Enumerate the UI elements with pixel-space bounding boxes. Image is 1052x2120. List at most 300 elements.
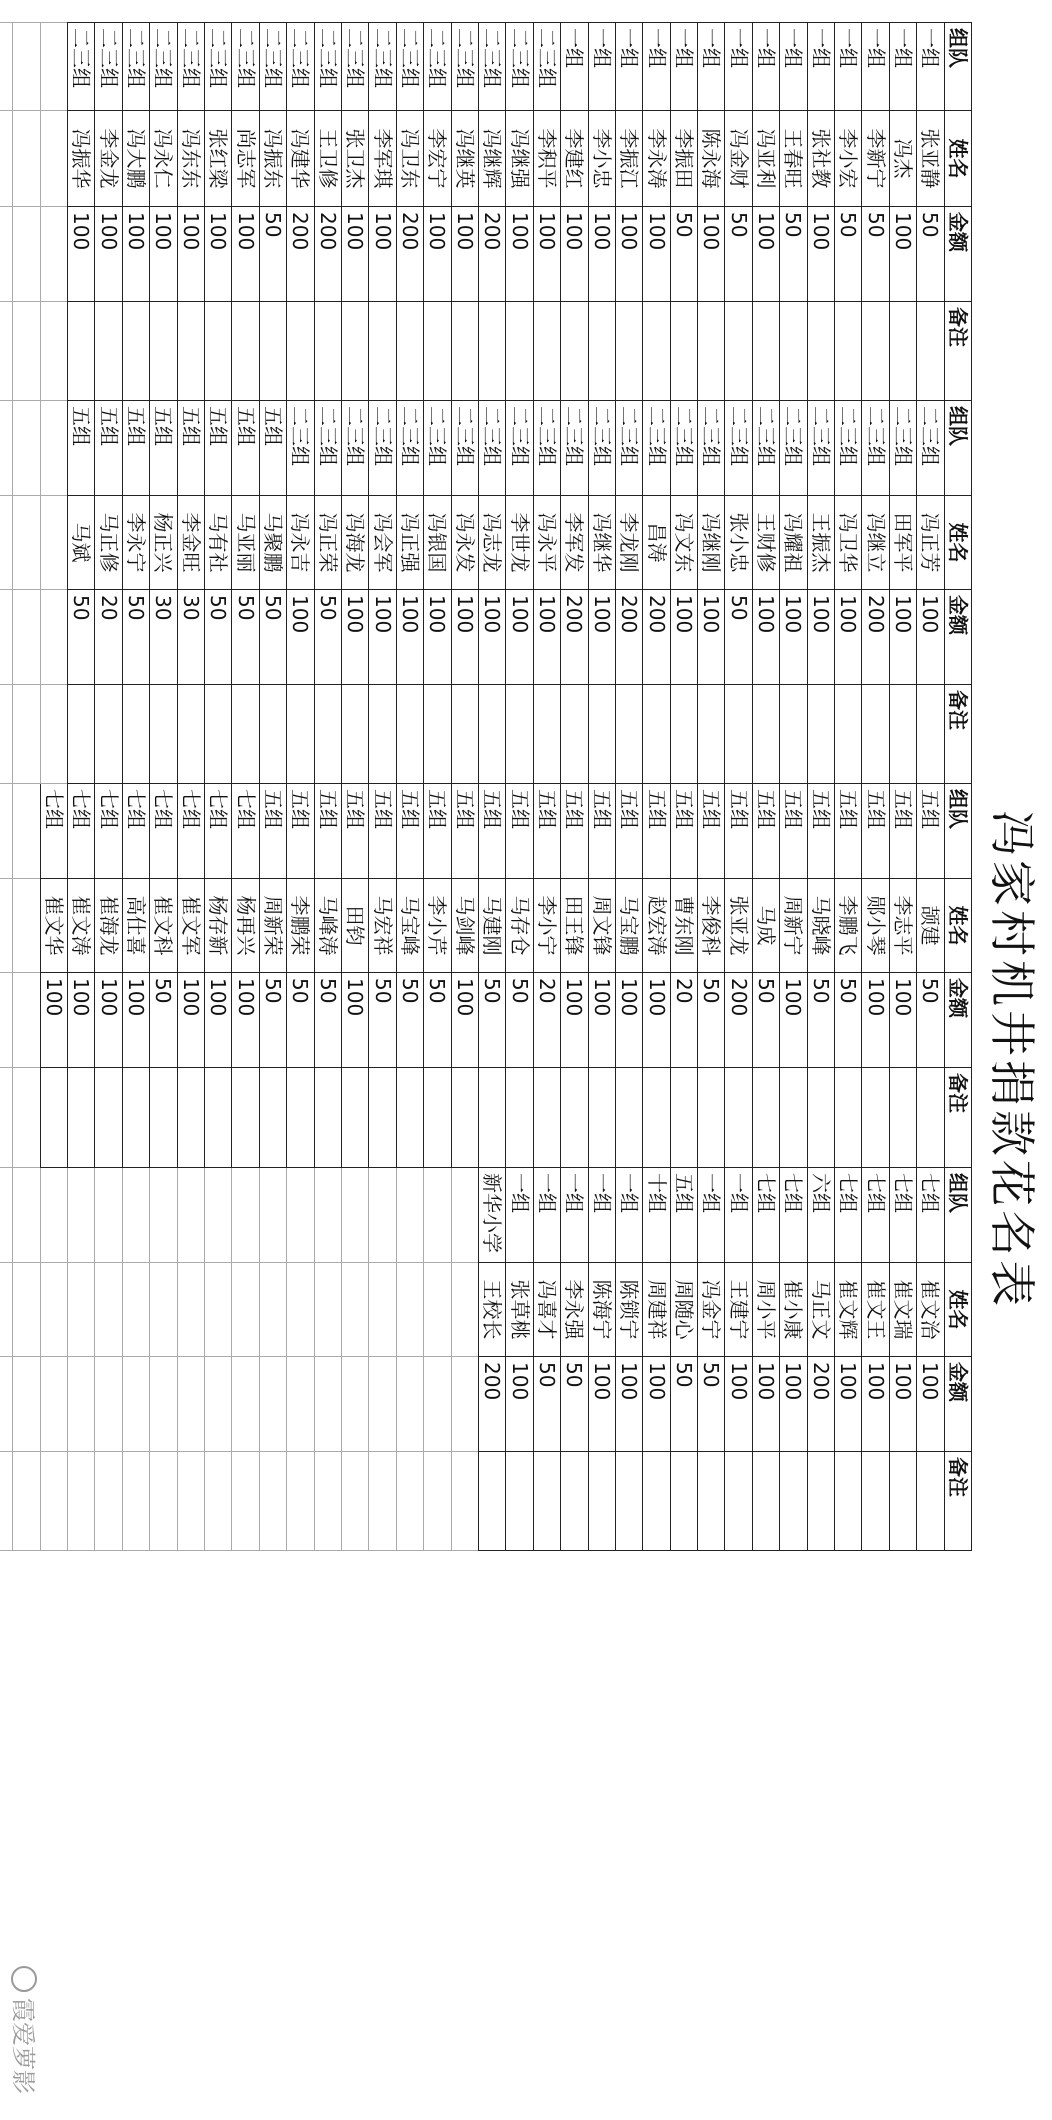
- cell-group: 五组: [177, 401, 204, 496]
- cell-note: [122, 1068, 149, 1168]
- cell-note: [670, 685, 697, 784]
- cell-note: [40, 1068, 67, 1168]
- cell-name: 马建刚: [478, 879, 505, 973]
- empty-cell: [396, 1263, 423, 1357]
- cell-name: 冯海龙: [342, 496, 369, 590]
- cell-note: [205, 302, 232, 401]
- empty-cell: [0, 973, 13, 1068]
- cell-group: 五组: [889, 784, 916, 879]
- cell-name: 冯亚利: [752, 111, 779, 207]
- cell-group: 五组: [68, 401, 95, 496]
- table-row: [862, 23, 889, 1551]
- cell-amount: 50: [725, 590, 752, 685]
- cell-group: 五组: [643, 784, 670, 879]
- cell-group: 七组: [95, 784, 122, 879]
- cell-group: 七组: [205, 784, 232, 879]
- cell-group: 五组: [862, 784, 889, 879]
- cell-name: 李振田: [670, 111, 697, 207]
- empty-cell: [424, 1263, 451, 1357]
- cell-group: 十组: [643, 1168, 670, 1263]
- empty-cell: [424, 1168, 451, 1263]
- cell-amount: 100: [698, 590, 725, 685]
- cell-note: [314, 302, 341, 401]
- cell-note: [835, 685, 862, 784]
- empty-cell: [13, 23, 40, 111]
- cell-name: 马有社: [205, 496, 232, 590]
- cell-group: 新华小学: [478, 1168, 505, 1263]
- empty-cell: [205, 1263, 232, 1357]
- empty-cell: [13, 1357, 40, 1452]
- empty-cell: [396, 1357, 423, 1452]
- empty-cell: [0, 401, 13, 496]
- cell-group: 一组: [862, 23, 889, 111]
- cell-note: [506, 685, 533, 784]
- cell-name: 崔文辉: [835, 1263, 862, 1357]
- cell-group: 二三组: [807, 401, 834, 496]
- cell-note: [314, 685, 341, 784]
- cell-name: 崔文王: [862, 1263, 889, 1357]
- empty-cell: [40, 401, 67, 496]
- cell-name: 田军平: [889, 496, 916, 590]
- cell-amount: 20: [533, 973, 560, 1068]
- cell-note: [150, 1068, 177, 1168]
- cell-group: 一组: [889, 23, 916, 111]
- cell-amount: 50: [835, 207, 862, 302]
- cell-note: [396, 685, 423, 784]
- cell-note: [396, 302, 423, 401]
- empty-cell: [13, 401, 40, 496]
- cell-amount: 200: [561, 590, 588, 685]
- cell-name: 杨再兴: [232, 879, 259, 973]
- cell-group: 五组: [506, 784, 533, 879]
- cell-note: [862, 302, 889, 401]
- table-row: [451, 23, 478, 1551]
- cell-name: 冯卫东: [396, 111, 423, 207]
- cell-amount: 200: [807, 1357, 834, 1452]
- cell-name: 马晓峰: [807, 879, 834, 973]
- cell-group: 一组: [615, 1168, 642, 1263]
- cell-name: 李金旺: [177, 496, 204, 590]
- cell-group: 五组: [561, 784, 588, 879]
- empty-cell: [40, 685, 67, 784]
- cell-note: [862, 685, 889, 784]
- empty-cell: [122, 1452, 149, 1551]
- table-row: [752, 23, 779, 1551]
- cell-name: 王校长: [478, 1263, 505, 1357]
- cell-amount: 50: [287, 973, 314, 1068]
- cell-group: 七组: [917, 1168, 944, 1263]
- cell-amount: 100: [807, 207, 834, 302]
- cell-group: 二三组: [643, 401, 670, 496]
- cell-name: 李小宁: [533, 879, 560, 973]
- cell-name: 马正修: [95, 496, 122, 590]
- cell-note: [670, 302, 697, 401]
- cell-note: [506, 1068, 533, 1168]
- cell-note: [150, 302, 177, 401]
- empty-cell: [13, 1452, 40, 1551]
- empty-cell: [424, 1357, 451, 1452]
- cell-name: 颉建: [917, 879, 944, 973]
- cell-group: 一组: [533, 1168, 560, 1263]
- cell-name: 曹东刚: [670, 879, 697, 973]
- cell-name: 李金龙: [95, 111, 122, 207]
- table-row: [533, 23, 560, 1551]
- cell-name: 马宏祥: [369, 879, 396, 973]
- cell-amount: 100: [588, 590, 615, 685]
- cell-note: [615, 1452, 642, 1551]
- cell-note: [451, 302, 478, 401]
- cell-group: 一组: [561, 23, 588, 111]
- cell-note: [643, 685, 670, 784]
- cell-note: [177, 1068, 204, 1168]
- header-amount: 金额: [944, 973, 971, 1068]
- empty-cell: [68, 1452, 95, 1551]
- cell-name: 冯继辉: [478, 111, 505, 207]
- cell-name: 马宝鹏: [615, 879, 642, 973]
- cell-note: [917, 1068, 944, 1168]
- cell-name: 崔小康: [780, 1263, 807, 1357]
- cell-note: [725, 1068, 752, 1168]
- cell-group: 七组: [752, 1168, 779, 1263]
- cell-note: [615, 1068, 642, 1168]
- cell-name: 冯继华: [588, 496, 615, 590]
- empty-cell: [13, 111, 40, 207]
- cell-note: [369, 302, 396, 401]
- cell-group: 五组: [615, 784, 642, 879]
- cell-amount: 100: [643, 1357, 670, 1452]
- cell-amount: 50: [122, 590, 149, 685]
- cell-amount: 100: [205, 973, 232, 1068]
- cell-note: [369, 1068, 396, 1168]
- cell-amount: 100: [835, 590, 862, 685]
- cell-group: 七组: [150, 784, 177, 879]
- empty-cell: [13, 784, 40, 879]
- empty-cell: [150, 1168, 177, 1263]
- cell-note: [122, 685, 149, 784]
- cell-note: [259, 685, 286, 784]
- cell-name: 李军琪: [369, 111, 396, 207]
- empty-cell: [0, 1263, 13, 1357]
- cell-amount: 50: [150, 973, 177, 1068]
- cell-group: 五组: [424, 784, 451, 879]
- table-row: [95, 23, 122, 1551]
- cell-note: [342, 1068, 369, 1168]
- cell-group: 七组: [889, 1168, 916, 1263]
- cell-note: [725, 302, 752, 401]
- cell-amount: 50: [68, 590, 95, 685]
- cell-group: 五组: [314, 784, 341, 879]
- empty-cell: [314, 1452, 341, 1551]
- cell-note: [451, 1068, 478, 1168]
- empty-cell: [0, 496, 13, 590]
- cell-amount: 100: [807, 590, 834, 685]
- table-row: [670, 23, 697, 1551]
- cell-name: 周新宁: [780, 879, 807, 973]
- cell-group: 二三组: [259, 23, 286, 111]
- cell-name: 冯继立: [862, 496, 889, 590]
- cell-amount: 50: [533, 1357, 560, 1452]
- cell-group: 二三组: [698, 401, 725, 496]
- cell-group: 二三组: [424, 401, 451, 496]
- cell-name: 冯银国: [424, 496, 451, 590]
- cell-amount: 100: [889, 973, 916, 1068]
- header-amount: 金额: [944, 207, 971, 302]
- cell-note: [342, 685, 369, 784]
- cell-amount: 100: [917, 590, 944, 685]
- cell-group: 二三组: [752, 401, 779, 496]
- cell-group: 五组: [725, 784, 752, 879]
- cell-group: 二三组: [314, 401, 341, 496]
- cell-group: 二三组: [478, 23, 505, 111]
- empty-cell: [287, 1263, 314, 1357]
- cell-note: [68, 1068, 95, 1168]
- cell-amount: 100: [615, 1357, 642, 1452]
- cell-group: 一组: [698, 23, 725, 111]
- empty-cell: [0, 1168, 13, 1263]
- cell-group: 七组: [232, 784, 259, 879]
- cell-note: [478, 302, 505, 401]
- table-row: [780, 23, 807, 1551]
- empty-cell: [287, 1357, 314, 1452]
- cell-name: 张亚静: [917, 111, 944, 207]
- cell-amount: 100: [588, 207, 615, 302]
- empty-cell: [0, 590, 13, 685]
- cell-note: [342, 302, 369, 401]
- empty-cell: [342, 1452, 369, 1551]
- cell-group: 二三组: [287, 23, 314, 111]
- cell-name: 李军发: [561, 496, 588, 590]
- empty-cell: [205, 1452, 232, 1551]
- cell-group: 二三组: [424, 23, 451, 111]
- cell-amount: 100: [561, 973, 588, 1068]
- empty-cell: [13, 973, 40, 1068]
- table-row: [122, 23, 149, 1551]
- cell-group: 五组: [287, 784, 314, 879]
- cell-group: 二三组: [588, 401, 615, 496]
- cell-group: 六组: [807, 1168, 834, 1263]
- cell-amount: 100: [478, 590, 505, 685]
- empty-cell: [232, 1357, 259, 1452]
- empty-cell: [0, 1452, 13, 1551]
- cell-name: 李志平: [889, 879, 916, 973]
- cell-group: 一组: [807, 23, 834, 111]
- cell-name: 李小宏: [835, 111, 862, 207]
- cell-name: 冯继刚: [698, 496, 725, 590]
- cell-name: 冯继强: [506, 111, 533, 207]
- table-row: [725, 23, 752, 1551]
- cell-name: 冯正荣: [314, 496, 341, 590]
- cell-note: [807, 685, 834, 784]
- empty-cell: [369, 1263, 396, 1357]
- cell-amount: 100: [369, 207, 396, 302]
- table-row: [807, 23, 834, 1551]
- cell-note: [424, 685, 451, 784]
- empty-cell: [0, 1357, 13, 1452]
- cell-name: 冯耀祖: [780, 496, 807, 590]
- empty-cell: [0, 207, 13, 302]
- cell-amount: 100: [95, 973, 122, 1068]
- cell-amount: 50: [506, 973, 533, 1068]
- cell-group: 五组: [95, 401, 122, 496]
- cell-note: [533, 685, 560, 784]
- cell-group: 七组: [68, 784, 95, 879]
- page-title: 冯家村机井捐款花名表: [985, 810, 1039, 1310]
- cell-note: [177, 685, 204, 784]
- cell-note: [917, 1452, 944, 1551]
- cell-amount: 50: [807, 973, 834, 1068]
- cell-group: 一组: [588, 1168, 615, 1263]
- cell-group: 一组: [588, 23, 615, 111]
- cell-group: 一组: [615, 23, 642, 111]
- cell-amount: 100: [122, 973, 149, 1068]
- cell-name: 周小平: [752, 1263, 779, 1357]
- cell-name: 崔文科: [150, 879, 177, 973]
- cell-amount: 100: [588, 973, 615, 1068]
- cell-amount: 200: [478, 1357, 505, 1452]
- cell-group: 二三组: [205, 23, 232, 111]
- cell-name: 冯喜才: [533, 1263, 560, 1357]
- cell-note: [615, 302, 642, 401]
- cell-group: 二三组: [889, 401, 916, 496]
- empty-cell: [150, 1452, 177, 1551]
- cell-name: 冯大鹏: [122, 111, 149, 207]
- cell-name: 马宝峰: [396, 879, 423, 973]
- cell-group: 二三组: [862, 401, 889, 496]
- cell-name: 王振杰: [807, 496, 834, 590]
- cell-note: [698, 685, 725, 784]
- cell-name: 崔文军: [177, 879, 204, 973]
- cell-name: 尚志军: [232, 111, 259, 207]
- empty-cell: [451, 1263, 478, 1357]
- cell-group: 二三组: [232, 23, 259, 111]
- cell-note: [396, 1068, 423, 1168]
- cell-amount: 100: [643, 207, 670, 302]
- cell-group: 一组: [506, 1168, 533, 1263]
- cell-note: [917, 302, 944, 401]
- cell-group: 五组: [533, 784, 560, 879]
- cell-amount: 200: [862, 590, 889, 685]
- cell-group: 七组: [780, 1168, 807, 1263]
- empty-cell: [0, 685, 13, 784]
- empty-cell: [369, 1357, 396, 1452]
- empty-cell: [0, 784, 13, 879]
- empty-cell: [13, 1168, 40, 1263]
- cell-amount: 30: [150, 590, 177, 685]
- cell-group: 七组: [862, 1168, 889, 1263]
- cell-note: [780, 685, 807, 784]
- cell-amount: 100: [862, 1357, 889, 1452]
- cell-note: [95, 302, 122, 401]
- cell-group: 五组: [150, 401, 177, 496]
- cell-name: 冯永吉: [287, 496, 314, 590]
- cell-note: [68, 685, 95, 784]
- empty-cell: [13, 1068, 40, 1168]
- cell-name: 王建宁: [725, 1263, 752, 1357]
- cell-name: 周随心: [670, 1263, 697, 1357]
- cell-amount: 100: [287, 590, 314, 685]
- cell-note: [533, 1452, 560, 1551]
- cell-group: 二三组: [506, 23, 533, 111]
- cell-amount: 50: [314, 590, 341, 685]
- cell-name: 崔文治: [917, 1263, 944, 1357]
- cell-amount: 100: [396, 590, 423, 685]
- table-row: [232, 23, 259, 1551]
- cell-group: 一组: [780, 23, 807, 111]
- empty-cell: [259, 1357, 286, 1452]
- empty-cell: [314, 1168, 341, 1263]
- cell-group: 五组: [396, 784, 423, 879]
- cell-name: 冯正强: [396, 496, 423, 590]
- cell-group: 一组: [752, 23, 779, 111]
- cell-group: 五组: [698, 784, 725, 879]
- cell-amount: 50: [698, 1357, 725, 1452]
- cell-note: [807, 1452, 834, 1551]
- cell-note: [643, 1068, 670, 1168]
- empty-cell: [150, 1263, 177, 1357]
- cell-name: 冯永仁: [150, 111, 177, 207]
- cell-note: [287, 685, 314, 784]
- cell-amount: 100: [889, 1357, 916, 1452]
- header-note: 备注: [944, 302, 971, 401]
- cell-group: 二三组: [533, 401, 560, 496]
- header-name: 姓名: [944, 879, 971, 973]
- table-row: [13, 23, 40, 1551]
- cell-group: 二三组: [287, 401, 314, 496]
- cell-amount: 50: [259, 207, 286, 302]
- cell-group: 二三组: [835, 401, 862, 496]
- cell-group: 二三组: [561, 401, 588, 496]
- empty-cell: [13, 1263, 40, 1357]
- table-row: [643, 23, 670, 1551]
- empty-cell: [424, 1452, 451, 1551]
- cell-amount: 100: [177, 207, 204, 302]
- cell-amount: 50: [752, 973, 779, 1068]
- header-amount: 金额: [944, 1357, 971, 1452]
- header-amount: 金额: [944, 590, 971, 685]
- cell-note: [506, 1452, 533, 1551]
- cell-note: [369, 685, 396, 784]
- empty-cell: [40, 1452, 67, 1551]
- empty-cell: [40, 111, 67, 207]
- empty-cell: [177, 1168, 204, 1263]
- cell-amount: 20: [670, 973, 697, 1068]
- cell-note: [588, 1068, 615, 1168]
- cell-note: [287, 302, 314, 401]
- cell-name: 冯杰: [889, 111, 916, 207]
- empty-cell: [40, 207, 67, 302]
- cell-name: 张草桃: [506, 1263, 533, 1357]
- cell-name: 冯继英: [451, 111, 478, 207]
- empty-cell: [0, 879, 13, 973]
- cell-note: [478, 1068, 505, 1168]
- cell-note: [917, 685, 944, 784]
- cell-note: [588, 1452, 615, 1551]
- cell-amount: 100: [917, 1357, 944, 1452]
- cell-name: 田王锋: [561, 879, 588, 973]
- empty-cell: [177, 1357, 204, 1452]
- cell-name: 田钧: [342, 879, 369, 973]
- empty-cell: [342, 1168, 369, 1263]
- cell-name: 王春旺: [780, 111, 807, 207]
- empty-cell: [205, 1357, 232, 1452]
- cell-name: 冯永发: [451, 496, 478, 590]
- cell-name: 周文锋: [588, 879, 615, 973]
- cell-name: 李俊科: [698, 879, 725, 973]
- cell-amount: 30: [177, 590, 204, 685]
- cell-amount: 100: [122, 207, 149, 302]
- cell-name: 马成: [752, 879, 779, 973]
- empty-cell: [232, 1263, 259, 1357]
